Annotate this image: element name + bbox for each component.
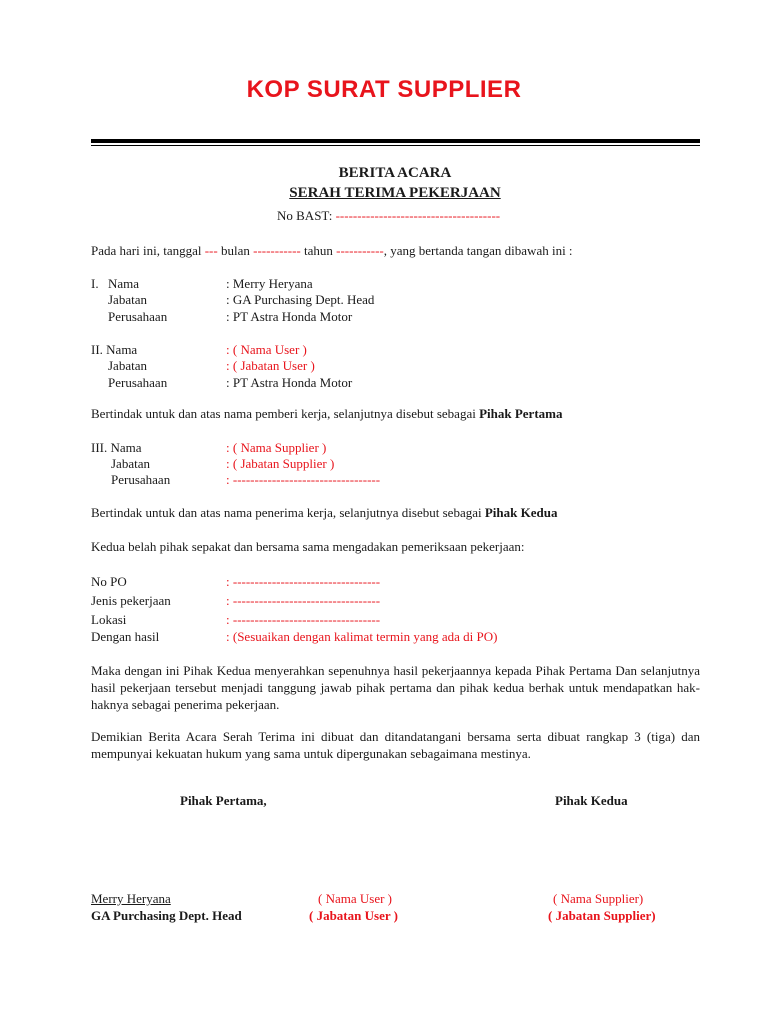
- party1-perusahaan-label: Perusahaan: [108, 309, 168, 324]
- agreement-text: Kedua belah pihak sepakat dan bersama sama mengadakan pemeriksaan pekerjaan:: [91, 539, 525, 554]
- party3-jabatan-label: Jabatan: [111, 456, 150, 471]
- sign-heading-pihak-kedua: Pihak Kedua: [555, 793, 628, 808]
- party1-jabatan-label: Jabatan: [108, 292, 147, 307]
- pihak-kedua-bold: Pihak Kedua: [484, 505, 558, 520]
- intro-bulan-label: bulan: [220, 243, 250, 258]
- paragraph-handover: Maka dengan ini Pihak Kedua menyerahkan sepenuhnya hasil pekerjaannya kepada Pihak Pertama Dan selanjutnya hasil pekerjaan tersebut menjadi tanggung jawab pihak pertama dan pihak kedua berhak untuk mendapatkan hak-haknya sebagai penerima pekerjaan.: [91, 663, 700, 712]
- party2-nama: : ( Nama User ): [226, 342, 307, 357]
- intro-tahun: -----------: [336, 243, 384, 258]
- party2-nama-label: II. Nama: [91, 342, 138, 357]
- signatory2-title: ( Jabatan User ): [309, 908, 398, 923]
- signatory1-name: Merry Heryana: [91, 891, 171, 906]
- bast-value: --------------------------------------: [335, 208, 501, 223]
- bast-label: No BAST:: [277, 208, 333, 223]
- party3-perusahaan-label: Perusahaan: [111, 472, 171, 487]
- document-subtitle: SERAH TERIMA PEKERJAAN: [289, 185, 501, 201]
- bast-number: [277, 208, 500, 224]
- lokasi-value: : ----------------------------------: [226, 612, 381, 627]
- document-title: BERITA ACARA: [338, 165, 452, 181]
- pihak-kedua-text: Bertindak untuk dan atas nama penerima kerja, selanjutnya disebut sebagai: [91, 505, 482, 520]
- signatory3-title: ( Jabatan Supplier): [548, 908, 656, 923]
- intro-prefix: Pada hari ini, tanggal: [91, 243, 202, 258]
- party3-jabatan: : ( Jabatan Supplier ): [226, 456, 335, 471]
- intro-line: [91, 243, 573, 259]
- paragraph-closing: Demikian Berita Acara Serah Terima ini dibuat dan ditandatangani bersama serta dibuat rangkap 3 (tiga) dan mempunyai kekuatan hukum yang sama untuk dipergunakan sebagaimana mestinya.: [91, 729, 700, 761]
- party1-number: I.: [91, 276, 99, 291]
- lokasi-label: Lokasi: [91, 612, 127, 627]
- intro-suffix: , yang bertanda tangan dibawah ini :: [383, 243, 573, 258]
- party2-perusahaan-label: Perusahaan: [108, 375, 168, 390]
- hasil-value: : (Sesuaikan dengan kalimat termin yang ada di PO): [226, 629, 498, 644]
- intro-tahun-label: tahun: [303, 243, 333, 258]
- sign-heading-pihak-pertama: Pihak Pertama,: [180, 793, 267, 808]
- po-value: : ----------------------------------: [226, 574, 381, 589]
- signatory2-name: ( Nama User ): [318, 891, 392, 906]
- pihak-pertama-bold: Pihak Pertama: [479, 406, 563, 421]
- pihak-kedua-statement: [91, 505, 557, 521]
- party3-perusahaan: : ----------------------------------: [226, 472, 381, 487]
- party2-jabatan: : ( Jabatan User ): [226, 358, 315, 373]
- party1-perusahaan: : PT Astra Honda Motor: [226, 309, 353, 324]
- party1-nama: : Merry Heryana: [226, 276, 313, 291]
- party2-perusahaan: : PT Astra Honda Motor: [226, 375, 353, 390]
- party1-nama-label: Nama: [108, 276, 140, 291]
- hasil-label: Dengan hasil: [91, 629, 160, 644]
- signatory1-title: GA Purchasing Dept. Head: [91, 908, 242, 923]
- po-label: No PO: [91, 574, 127, 589]
- jenis-value: : ----------------------------------: [226, 593, 381, 608]
- party2-jabatan-label: Jabatan: [108, 358, 147, 373]
- intro-tanggal: ---: [204, 243, 218, 258]
- header-rule-thick: [91, 139, 700, 143]
- pihak-pertama-text: Bertindak untuk dan atas nama pemberi kerja, selanjutnya disebut sebagai: [91, 406, 476, 421]
- jenis-label: Jenis pekerjaan: [91, 593, 171, 608]
- party1-jabatan: : GA Purchasing Dept. Head: [226, 292, 375, 307]
- pihak-pertama-statement: [91, 406, 562, 422]
- intro-bulan: -----------: [253, 243, 301, 258]
- header-rule-thin: [91, 145, 700, 146]
- party3-nama-label: III. Nama: [91, 440, 142, 455]
- party3-nama: : ( Nama Supplier ): [226, 440, 327, 455]
- letterhead-title: KOP SURAT SUPPLIER: [246, 76, 522, 103]
- signatory3-name: ( Nama Supplier): [553, 891, 644, 906]
